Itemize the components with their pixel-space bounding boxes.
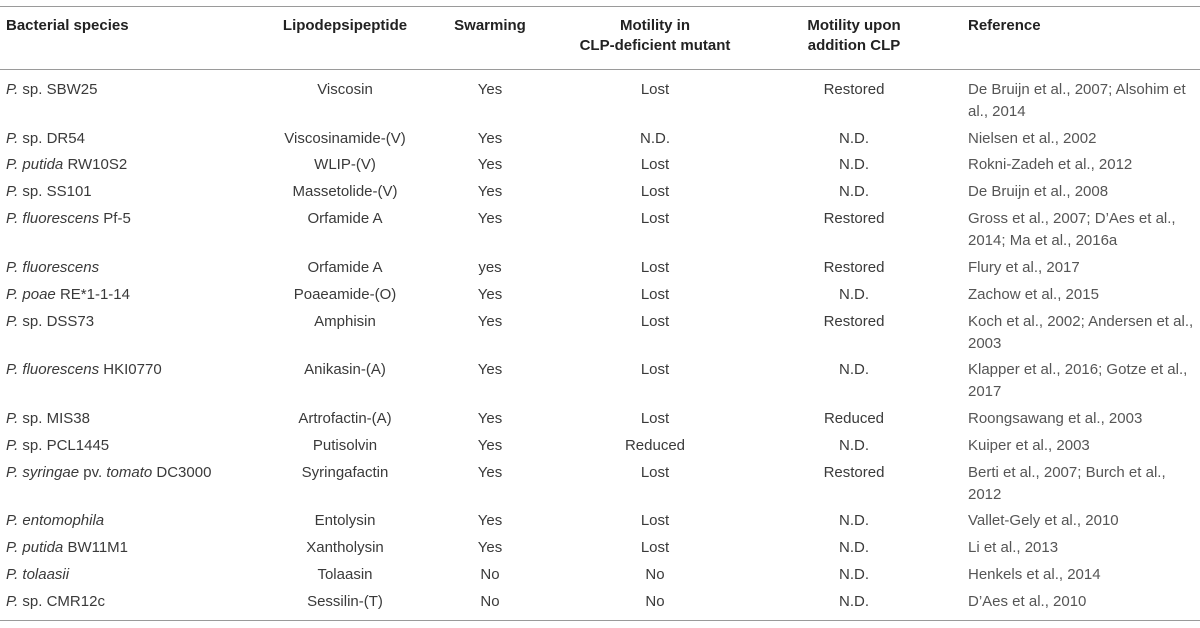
motility-mutant-cell: No — [645, 566, 665, 583]
swarming-cell: Yes — [477, 313, 503, 330]
species-strain: sp. CMR12c — [18, 593, 105, 610]
swarming-cell: Yes — [477, 410, 503, 427]
lipodepsipeptide-cell: Tolaasin — [317, 566, 373, 583]
swarming-cell: Yes — [477, 130, 503, 147]
motility-mutant-cell: Lost — [640, 512, 670, 529]
species-strain: sp. MIS38 — [18, 410, 90, 427]
motility-addition-cell: Restored — [823, 259, 885, 276]
motility-addition-cell: Restored — [823, 464, 885, 481]
species-genus: P. — [6, 313, 19, 330]
lipodepsipeptide-cell: Entolysin — [314, 512, 376, 529]
species-strain: sp. SS101 — [18, 183, 92, 200]
motility-addition-cell: N.D. — [839, 539, 869, 556]
species-cell — [6, 408, 256, 430]
lipodepsipeptide-cell: Anikasin-(A) — [304, 361, 386, 378]
reference-cell: Zachow et al., 2015 — [968, 286, 1099, 303]
species-cell — [6, 435, 256, 457]
motility-addition-cell: N.D. — [839, 183, 869, 200]
swarming-cell: Yes — [477, 286, 503, 303]
species-genus: P. putida — [6, 156, 64, 173]
swarming-cell: Yes — [477, 437, 503, 454]
motility-addition-cell: N.D. — [839, 566, 869, 583]
species-cell — [6, 257, 256, 279]
reference-cell: Li et al., 2013 — [968, 539, 1059, 556]
header-reference: Reference — [968, 17, 1041, 34]
lipodepsipeptide-cell: Orfamide A — [307, 210, 383, 227]
species-cell — [6, 462, 256, 484]
header-motility-mutant-line2: CLP-deficient mutant — [579, 37, 731, 54]
motility-addition-cell: N.D. — [839, 512, 869, 529]
species-genus: P. — [6, 437, 19, 454]
species-strain: DC3000 — [152, 464, 212, 481]
motility-addition-cell: N.D. — [839, 286, 869, 303]
motility-addition-cell: N.D. — [839, 130, 869, 147]
species-genus: P. fluorescens — [6, 210, 100, 227]
reference-cell: Koch et al., 2002; Andersen et al., 2003 — [968, 313, 1194, 352]
motility-addition-cell: Restored — [823, 81, 885, 98]
motility-mutant-cell: Reduced — [624, 437, 686, 454]
lipodepsipeptide-cell: Orfamide A — [307, 259, 383, 276]
motility-mutant-cell: No — [645, 593, 665, 610]
species-genus: P. — [6, 183, 19, 200]
motility-addition-cell: Restored — [823, 210, 885, 227]
motility-mutant-cell: Lost — [640, 313, 670, 330]
reference-cell: Kuiper et al., 2003 — [968, 437, 1090, 454]
reference-cell: De Bruijn et al., 2007; Alsohim et al., 2014 — [968, 81, 1186, 120]
table-bottom-rule — [0, 620, 1200, 621]
reference-cell: Gross et al., 2007; D’Aes et al., 2014; Ma et al., 2016a — [968, 210, 1176, 249]
swarming-cell: Yes — [477, 210, 503, 227]
motility-mutant-cell: Lost — [640, 286, 670, 303]
species-cell — [6, 181, 256, 203]
header-lipodepsipeptide: Lipodepsipeptide — [282, 17, 408, 34]
motility-addition-cell: N.D. — [839, 361, 869, 378]
reference-cell: Nielsen et al., 2002 — [968, 130, 1097, 147]
header-motility-addition — [770, 16, 938, 56]
motility-addition-cell: Reduced — [823, 410, 885, 427]
reference-cell: De Bruijn et al., 2008 — [968, 183, 1109, 200]
swarming-cell: Yes — [477, 81, 503, 98]
species-genus: P. entomophila — [6, 512, 105, 529]
species-cell — [6, 359, 256, 381]
lipodepsipeptide-cell: Syringafactin — [301, 464, 389, 481]
swarming-cell: Yes — [477, 512, 503, 529]
swarming-cell: Yes — [477, 156, 503, 173]
species-genus: P. — [6, 410, 19, 427]
header-motility-addition-line1: Motility upon — [807, 17, 901, 34]
species-strain: BW11M1 — [63, 539, 129, 556]
swarming-cell: Yes — [477, 183, 503, 200]
motility-mutant-cell: Lost — [640, 210, 670, 227]
species-genus: P. — [6, 130, 19, 147]
species-cell — [6, 208, 256, 230]
motility-mutant-cell: Lost — [640, 539, 670, 556]
header-motility-addition-line2: addition CLP — [807, 37, 901, 54]
lipodepsipeptide-cell: Massetolide-(V) — [292, 183, 398, 200]
motility-mutant-cell: N.D. — [640, 130, 670, 147]
table-top-rule — [0, 6, 1200, 7]
swarming-cell: Yes — [477, 361, 503, 378]
species-genus: P. putida — [6, 539, 64, 556]
species-strain: Pf-5 — [99, 210, 131, 227]
motility-addition-cell: Restored — [823, 313, 885, 330]
header-bacterial-species: Bacterial species — [6, 17, 129, 34]
species-genus: P. syringae — [6, 464, 80, 481]
swarming-cell: yes — [478, 259, 502, 276]
species-cell — [6, 128, 256, 150]
lipodepsipeptide-cell: Amphisin — [314, 313, 376, 330]
swarming-cell: No — [480, 593, 500, 610]
species-strain: pv. — [79, 464, 107, 481]
species-cell — [6, 537, 256, 559]
motility-mutant-cell: Lost — [640, 259, 670, 276]
species-genus: P. — [6, 81, 19, 98]
header-rule — [0, 69, 1200, 70]
motility-mutant-cell: Lost — [640, 361, 670, 378]
lipodepsipeptide-cell: Artrofactin-(A) — [298, 410, 392, 427]
motility-mutant-cell: Lost — [640, 156, 670, 173]
reference-cell: Rokni-Zadeh et al., 2012 — [968, 156, 1133, 173]
species-pathovar: tomato — [106, 464, 153, 481]
lipodepsipeptide-cell: Viscosin — [317, 81, 373, 98]
lipodepsipeptide-cell: Xantholysin — [306, 539, 384, 556]
species-genus: P. tolaasii — [6, 566, 70, 583]
lipodepsipeptide-cell: Putisolvin — [312, 437, 378, 454]
motility-mutant-cell: Lost — [640, 410, 670, 427]
species-cell — [6, 591, 256, 613]
species-cell — [6, 510, 256, 532]
lipodepsipeptide-cell: Sessilin-(T) — [307, 593, 383, 610]
species-strain: HKI0770 — [99, 361, 162, 378]
species-strain: sp. DSS73 — [18, 313, 95, 330]
species-cell — [6, 79, 256, 101]
lipodepsipeptide-cell: Viscosinamide-(V) — [284, 130, 406, 147]
species-genus: P. fluorescens — [6, 361, 100, 378]
reference-cell: Vallet-Gely et al., 2010 — [968, 512, 1119, 529]
lipodepsipeptide-cell: WLIP-(V) — [314, 156, 376, 173]
reference-cell: Berti et al., 2007; Burch et al., 2012 — [968, 464, 1166, 503]
motility-mutant-cell: Lost — [640, 183, 670, 200]
motility-mutant-cell: Lost — [640, 81, 670, 98]
reference-cell: D’Aes et al., 2010 — [968, 593, 1087, 610]
lipodepsipeptide-cell: Poaeamide-(O) — [293, 286, 397, 303]
motility-mutant-cell: Lost — [640, 464, 670, 481]
reference-cell: Henkels et al., 2014 — [968, 566, 1101, 583]
species-cell — [6, 284, 256, 306]
header-motility-mutant-line1: Motility in — [620, 17, 690, 34]
species-cell — [6, 564, 256, 586]
header-motility-mutant — [570, 16, 740, 56]
species-strain: RW10S2 — [63, 156, 128, 173]
reference-cell: Flury et al., 2017 — [968, 259, 1080, 276]
species-strain: RE*1-1-14 — [55, 286, 130, 303]
motility-addition-cell: N.D. — [839, 437, 869, 454]
species-cell — [6, 154, 256, 176]
species-strain: sp. SBW25 — [18, 81, 98, 98]
motility-addition-cell: N.D. — [839, 593, 869, 610]
header-swarming: Swarming — [454, 17, 526, 34]
species-genus: P. fluorescens — [6, 259, 100, 276]
swarming-cell: Yes — [477, 539, 503, 556]
species-genus: P. — [6, 593, 19, 610]
swarming-cell: Yes — [477, 464, 503, 481]
species-cell — [6, 311, 256, 333]
motility-addition-cell: N.D. — [839, 156, 869, 173]
species-genus: P. poae — [6, 286, 56, 303]
reference-cell: Klapper et al., 2016; Gotze et al., 2017 — [968, 361, 1188, 400]
reference-cell: Roongsawang et al., 2003 — [968, 410, 1143, 427]
species-strain: sp. PCL1445 — [18, 437, 110, 454]
swarming-cell: No — [480, 566, 500, 583]
species-strain: sp. DR54 — [18, 130, 85, 147]
